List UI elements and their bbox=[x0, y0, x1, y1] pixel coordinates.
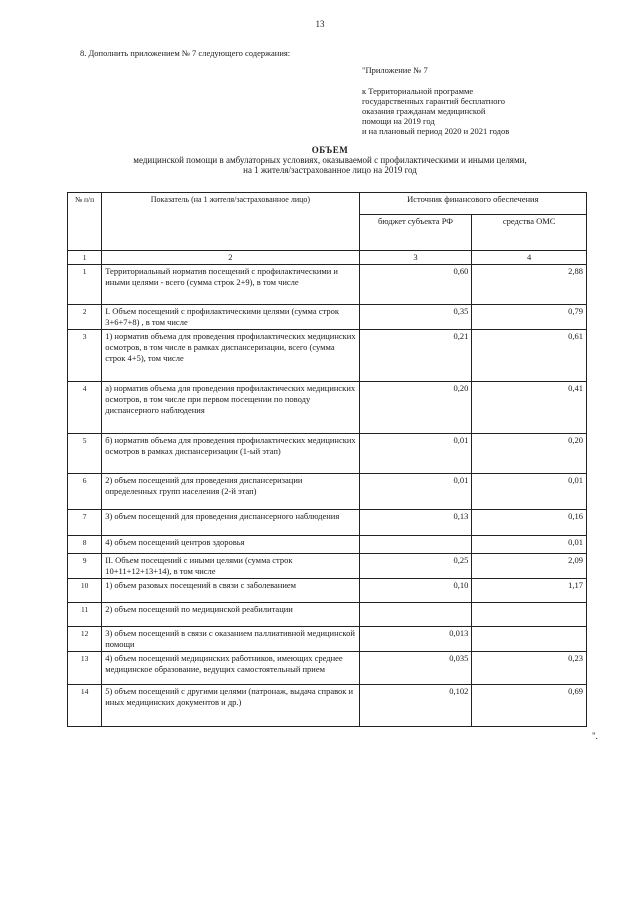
row-oms-value: 0,79 bbox=[472, 305, 587, 330]
table-row bbox=[68, 382, 587, 434]
table-row bbox=[68, 554, 587, 579]
row-indicator: I. Объем посещений с профилактическими целями (сумма строк 3+6+7+8) , в том числе bbox=[102, 305, 359, 330]
row-indicator: 2) объем посещений по медицинской реабилитации bbox=[102, 603, 359, 627]
table-header-row bbox=[68, 193, 587, 215]
row-oms-value: 1,17 bbox=[472, 579, 587, 603]
row-number: 13 bbox=[68, 652, 102, 685]
row-oms-value: 0,01 bbox=[472, 536, 587, 554]
table-row bbox=[68, 330, 587, 382]
row-number: 7 bbox=[68, 510, 102, 536]
row-budget-value: 0,01 bbox=[359, 474, 472, 510]
row-number: 2 bbox=[68, 305, 102, 330]
row-indicator: а) норматив объема для проведения профилактических медицинских осмотров, в том числе при первом посещении по поводу диспансерного наблюдения bbox=[102, 382, 359, 434]
table-row bbox=[68, 603, 587, 627]
table-row bbox=[68, 510, 587, 536]
table-row bbox=[68, 434, 587, 474]
row-budget-value: 0,60 bbox=[359, 265, 472, 305]
volume-table bbox=[67, 192, 587, 727]
row-number: 3 bbox=[68, 330, 102, 382]
row-indicator: 5) объем посещений с другими целями (патронаж, выдача справок и иных медицинских документов и др.) bbox=[102, 685, 359, 727]
table-row bbox=[68, 536, 587, 554]
row-oms-value: 0,20 bbox=[472, 434, 587, 474]
row-budget-value: 0,102 bbox=[359, 685, 472, 727]
col-header-oms: средства ОМС bbox=[472, 215, 587, 251]
row-oms-value: 0,41 bbox=[472, 382, 587, 434]
row-oms-value bbox=[472, 627, 587, 652]
intro-text: 8. Дополнить приложением № 7 следующего содержания: bbox=[80, 48, 291, 58]
row-budget-value: 0,13 bbox=[359, 510, 472, 536]
row-budget-value: 0,01 bbox=[359, 434, 472, 474]
row-oms-value: 2,09 bbox=[472, 554, 587, 579]
page-number: 13 bbox=[315, 19, 325, 29]
table-row bbox=[68, 474, 587, 510]
row-budget-value: 0,21 bbox=[359, 330, 472, 382]
row-number: 5 bbox=[68, 434, 102, 474]
row-budget-value: 0,35 bbox=[359, 305, 472, 330]
row-indicator: 1) норматив объема для проведения профилактических медицинских осмотров, в том числе в рамках диспансеризации, всего (сумма строк 4+5), том числе bbox=[102, 330, 359, 382]
row-budget-value: 0,013 bbox=[359, 627, 472, 652]
row-oms-value bbox=[472, 603, 587, 627]
row-number: 4 bbox=[68, 382, 102, 434]
title-line-1: медицинской помощи в амбулаторных условиях, оказываемой с профилактическими и иными целями, bbox=[133, 155, 527, 165]
row-number: 6 bbox=[68, 474, 102, 510]
appendix-line: государственных гарантий бесплатного bbox=[362, 96, 505, 106]
appendix-label: "Приложение № 7 bbox=[362, 65, 428, 75]
row-indicator: 4) объем посещений медицинских работников, имеющих среднее медицинское образование, ведущих самостоятельный прием bbox=[102, 652, 359, 685]
row-indicator: 3) объем посещений для проведения диспансерного наблюдения bbox=[102, 510, 359, 536]
row-oms-value: 2,88 bbox=[472, 265, 587, 305]
row-number: 12 bbox=[68, 627, 102, 652]
row-oms-value: 0,01 bbox=[472, 474, 587, 510]
col-header-num: № п/п bbox=[68, 193, 102, 251]
row-number: 1 bbox=[68, 265, 102, 305]
row-budget-value: 0,10 bbox=[359, 579, 472, 603]
row-budget-value: 0,035 bbox=[359, 652, 472, 685]
appendix-header bbox=[362, 65, 632, 136]
title-heading: ОБЪЕМ bbox=[311, 145, 349, 155]
appendix-line: к Территориальной программе bbox=[362, 86, 474, 96]
appendix-line: оказания гражданам медицинской bbox=[362, 106, 486, 116]
table-row bbox=[68, 579, 587, 603]
row-budget-value bbox=[359, 603, 472, 627]
col-header-source: Источник финансового обеспечения bbox=[359, 193, 586, 215]
row-oms-value: 0,16 bbox=[472, 510, 587, 536]
row-oms-value: 0,61 bbox=[472, 330, 587, 382]
row-oms-value: 0,69 bbox=[472, 685, 587, 727]
table-row bbox=[68, 652, 587, 685]
row-indicator: II. Объем посещений с иными целями (сумма строк 10+11+12+13+14), в том числе bbox=[102, 554, 359, 579]
row-number: 14 bbox=[68, 685, 102, 727]
row-budget-value: 0,20 bbox=[359, 382, 472, 434]
index-cell: 4 bbox=[472, 251, 587, 265]
table-row bbox=[68, 305, 587, 330]
row-indicator: 1) объем разовых посещений в связи с заболеванием bbox=[102, 579, 359, 603]
appendix-line: помощи на 2019 год bbox=[362, 116, 435, 126]
row-budget-value bbox=[359, 536, 472, 554]
table-index-row bbox=[68, 251, 587, 265]
row-oms-value: 0,23 bbox=[472, 652, 587, 685]
closing-mark: ". bbox=[592, 731, 598, 741]
appendix-line: и на плановый период 2020 и 2021 годов bbox=[362, 126, 510, 136]
row-indicator: б) норматив объема для проведения профилактических медицинских осмотров в рамках диспансеризации (1-ый этап) bbox=[102, 434, 359, 474]
title-line-2: на 1 жителя/застрахованное лицо на 2019 год bbox=[243, 165, 417, 175]
table-row bbox=[68, 627, 587, 652]
col-header-indicator: Показатель (на 1 жителя/застрахованное лицо) bbox=[102, 193, 359, 251]
col-header-budget: бюджет субъекта РФ bbox=[359, 215, 472, 251]
row-indicator: Территориальный норматив посещений с профилактическими и иными целями - всего (сумма строк 2+9), в том числе bbox=[102, 265, 359, 305]
table-row bbox=[68, 265, 587, 305]
row-indicator: 4) объем посещений центров здоровья bbox=[102, 536, 359, 554]
document-title bbox=[60, 145, 600, 175]
row-indicator: 3) объем посещений в связи с оказанием паллиативной медицинской помощи bbox=[102, 627, 359, 652]
row-number: 8 bbox=[68, 536, 102, 554]
row-number: 10 bbox=[68, 579, 102, 603]
row-number: 11 bbox=[68, 603, 102, 627]
row-budget-value: 0,25 bbox=[359, 554, 472, 579]
table-row bbox=[68, 685, 587, 727]
row-indicator: 2) объем посещений для проведения диспансеризации определенных групп населения (2-й этап) bbox=[102, 474, 359, 510]
index-cell: 1 bbox=[68, 251, 102, 265]
index-cell: 2 bbox=[102, 251, 359, 265]
row-number: 9 bbox=[68, 554, 102, 579]
index-cell: 3 bbox=[359, 251, 472, 265]
